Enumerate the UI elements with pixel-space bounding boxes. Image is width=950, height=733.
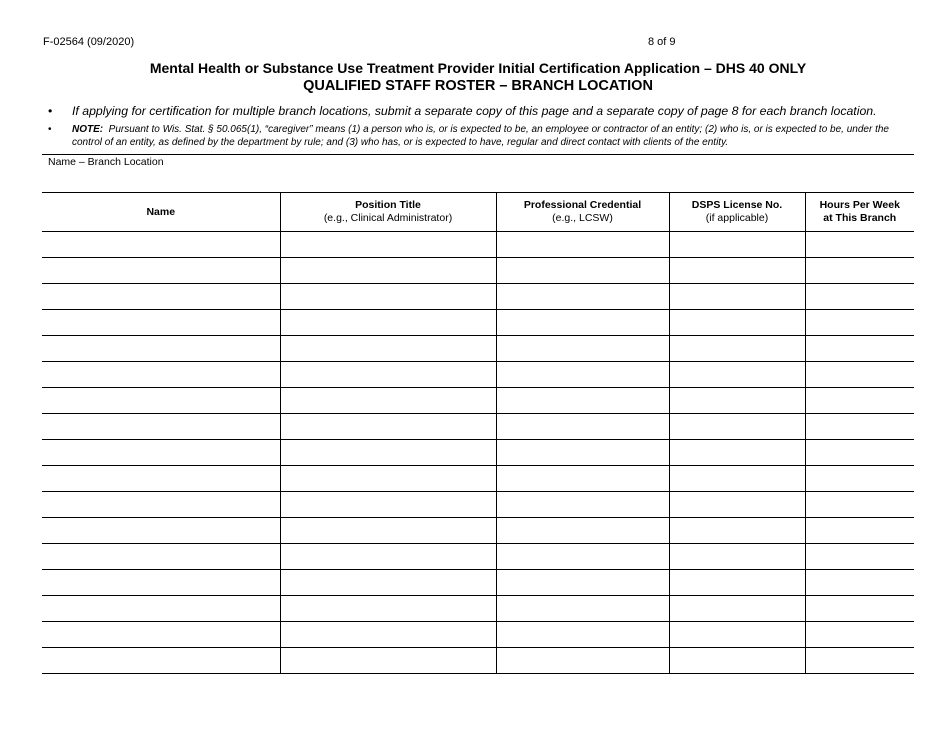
cell-dsps-license[interactable] (669, 284, 805, 310)
cell-hours-per-week[interactable] (805, 596, 914, 622)
cell-name[interactable] (42, 336, 280, 362)
cell-professional-credential[interactable] (496, 570, 669, 596)
column-header-dsps-license (669, 193, 805, 232)
table-row (42, 336, 914, 362)
cell-professional-credential[interactable] (496, 466, 669, 492)
table-row (42, 414, 914, 440)
instruction-text-1: If applying for certification for multiple branch locations, submit a separate copy of this page and a separate copy of page 8 for each branch location. (72, 104, 877, 118)
cell-dsps-license[interactable] (669, 544, 805, 570)
cell-dsps-license[interactable] (669, 570, 805, 596)
branch-location-label: Name – Branch Location (48, 156, 164, 168)
table-row (42, 466, 914, 492)
table-row (42, 570, 914, 596)
cell-name[interactable] (42, 414, 280, 440)
cell-hours-per-week[interactable] (805, 466, 914, 492)
column-subtitle: (e.g., Clinical Administrator) (323, 212, 453, 224)
column-title: Professional Credential (523, 199, 642, 211)
cell-position-title[interactable] (280, 518, 496, 544)
cell-dsps-license[interactable] (669, 362, 805, 388)
note-text: Pursuant to Wis. Stat. § 50.065(1), “caregiver” means (1) a person who is, or is expected to be, an employee or contractor of an entity; (2) who is, or is expected to be, under the control of an entity, as defined by the department by rule; and (3) who has, or is expected to have, regular and direct contact with clients of the entity. (72, 124, 889, 148)
cell-position-title[interactable] (280, 388, 496, 414)
cell-position-title[interactable] (280, 544, 496, 570)
instruction-bullet-2 (48, 123, 918, 149)
cell-dsps-license[interactable] (669, 596, 805, 622)
cell-position-title[interactable] (280, 310, 496, 336)
form-title: Mental Health or Substance Use Treatment Provider Initial Certification Application – DHS 40 ONLY (149, 60, 807, 76)
cell-hours-per-week[interactable] (805, 232, 914, 258)
cell-dsps-license[interactable] (669, 388, 805, 414)
cell-professional-credential[interactable] (496, 258, 669, 284)
cell-dsps-license[interactable] (669, 414, 805, 440)
cell-position-title[interactable] (280, 362, 496, 388)
cell-hours-per-week[interactable] (805, 544, 914, 570)
staff-roster-table (42, 192, 914, 674)
cell-dsps-license[interactable] (669, 466, 805, 492)
cell-name[interactable] (42, 570, 280, 596)
cell-hours-per-week[interactable] (805, 492, 914, 518)
cell-professional-credential[interactable] (496, 648, 669, 674)
cell-hours-per-week[interactable] (805, 440, 914, 466)
cell-professional-credential[interactable] (496, 544, 669, 570)
column-title: Hours Per Week (819, 199, 900, 211)
table-row (42, 518, 914, 544)
table-header-row (42, 193, 914, 232)
table-row (42, 544, 914, 570)
cell-position-title[interactable] (280, 232, 496, 258)
cell-professional-credential[interactable] (496, 388, 669, 414)
table-row (42, 440, 914, 466)
cell-hours-per-week[interactable] (805, 284, 914, 310)
column-title: DSPS License No. (691, 199, 783, 211)
cell-name[interactable] (42, 622, 280, 648)
bullet-icon: • (48, 104, 53, 118)
cell-professional-credential[interactable] (496, 336, 669, 362)
table-row (42, 596, 914, 622)
column-title: Name (146, 205, 176, 218)
cell-dsps-license[interactable] (669, 648, 805, 674)
cell-name[interactable] (42, 518, 280, 544)
cell-name[interactable] (42, 596, 280, 622)
cell-hours-per-week[interactable] (805, 310, 914, 336)
cell-professional-credential[interactable] (496, 414, 669, 440)
cell-hours-per-week[interactable] (805, 518, 914, 544)
cell-hours-per-week[interactable] (805, 570, 914, 596)
column-subtitle: (e.g., LCSW) (552, 212, 613, 224)
cell-name[interactable] (42, 284, 280, 310)
cell-dsps-license[interactable] (669, 622, 805, 648)
cell-dsps-license[interactable] (669, 310, 805, 336)
cell-name[interactable] (42, 440, 280, 466)
cell-professional-credential[interactable] (496, 596, 669, 622)
table-row (42, 310, 914, 336)
cell-name[interactable] (42, 310, 280, 336)
cell-position-title[interactable] (280, 258, 496, 284)
cell-dsps-license[interactable] (669, 440, 805, 466)
column-header-hours-per-week (805, 193, 914, 232)
cell-hours-per-week[interactable] (805, 258, 914, 284)
roster-body (42, 232, 914, 674)
cell-name[interactable] (42, 648, 280, 674)
cell-dsps-license[interactable] (669, 518, 805, 544)
column-title-line-2: at This Branch (823, 212, 897, 224)
cell-position-title[interactable] (280, 440, 496, 466)
table-row (42, 492, 914, 518)
cell-position-title[interactable] (280, 570, 496, 596)
cell-hours-per-week[interactable] (805, 336, 914, 362)
cell-position-title[interactable] (280, 492, 496, 518)
page-number: 8 of 9 (648, 36, 676, 48)
cell-name[interactable] (42, 362, 280, 388)
form-subtitle: QUALIFIED STAFF ROSTER – BRANCH LOCATION (303, 78, 653, 94)
cell-professional-credential[interactable] (496, 440, 669, 466)
bullet-icon: • (48, 124, 52, 135)
cell-name[interactable] (42, 544, 280, 570)
cell-dsps-license[interactable] (669, 232, 805, 258)
cell-position-title[interactable] (280, 466, 496, 492)
cell-hours-per-week[interactable] (805, 414, 914, 440)
cell-name[interactable] (42, 492, 280, 518)
column-header-professional-credential (496, 193, 669, 232)
table-row (42, 284, 914, 310)
note-paragraph (48, 123, 918, 149)
cell-position-title[interactable] (280, 622, 496, 648)
cell-position-title[interactable] (280, 414, 496, 440)
divider (42, 154, 914, 155)
cell-hours-per-week[interactable] (805, 388, 914, 414)
instruction-bullet-1 (48, 104, 877, 118)
column-header-name (42, 193, 280, 232)
form-number: F-02564 (09/2020) (43, 36, 135, 48)
table-row (42, 648, 914, 674)
cell-dsps-license[interactable] (669, 492, 805, 518)
table-row (42, 362, 914, 388)
cell-hours-per-week[interactable] (805, 622, 914, 648)
column-title: Position Title (355, 199, 421, 211)
cell-position-title[interactable] (280, 596, 496, 622)
cell-name[interactable] (42, 466, 280, 492)
table-row (42, 232, 914, 258)
cell-professional-credential[interactable] (496, 518, 669, 544)
table-row (42, 388, 914, 414)
cell-hours-per-week[interactable] (805, 362, 914, 388)
cell-professional-credential[interactable] (496, 310, 669, 336)
column-subtitle: (if applicable) (705, 212, 769, 224)
cell-hours-per-week[interactable] (805, 648, 914, 674)
cell-position-title[interactable] (280, 284, 496, 310)
cell-position-title[interactable] (280, 336, 496, 362)
cell-name[interactable] (42, 258, 280, 284)
cell-professional-credential[interactable] (496, 362, 669, 388)
cell-professional-credential[interactable] (496, 622, 669, 648)
cell-position-title[interactable] (280, 648, 496, 674)
cell-name[interactable] (42, 232, 280, 258)
table-row (42, 258, 914, 284)
cell-dsps-license[interactable] (669, 258, 805, 284)
column-header-position-title (280, 193, 496, 232)
table-row (42, 622, 914, 648)
cell-professional-credential[interactable] (496, 284, 669, 310)
cell-dsps-license[interactable] (669, 336, 805, 362)
cell-name[interactable] (42, 388, 280, 414)
cell-professional-credential[interactable] (496, 492, 669, 518)
note-label: NOTE: (72, 124, 104, 135)
cell-professional-credential[interactable] (496, 232, 669, 258)
